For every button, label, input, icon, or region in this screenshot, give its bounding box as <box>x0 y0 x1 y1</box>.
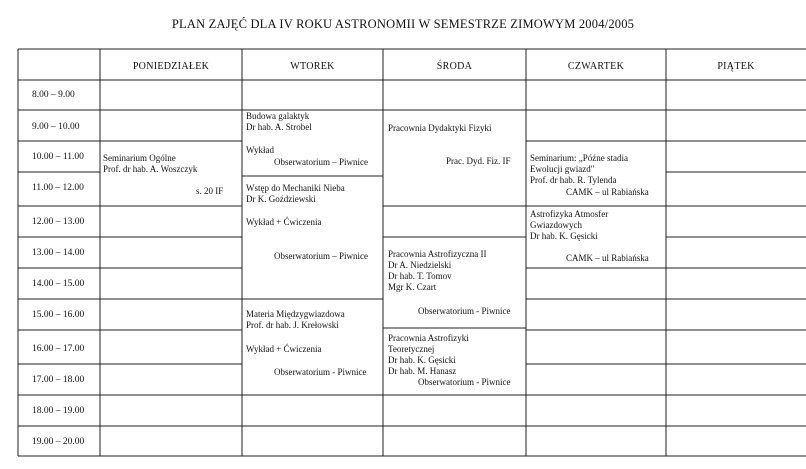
header-friday: PIĄTEK <box>717 61 755 72</box>
monday-seminar <box>103 153 197 175</box>
class-name: Budowa galaktyk <box>246 111 310 121</box>
tuesday-galaxies-room: Obserwatorium – Piwnice <box>274 157 368 167</box>
page-title: PLAN ZAJĘĆ DLA IV ROKU ASTRONOMII W SEMESTRZE ZIMOWYM 2004/2005 <box>171 17 635 31</box>
hour-label: 19.00 – 20.00 <box>32 437 85 447</box>
hour-label: 16.00 – 17.00 <box>32 344 85 354</box>
wednesday-didactics-room: Prac. Dyd. Fiz. IF <box>446 156 511 166</box>
hour-label: 11.00 – 12.00 <box>32 183 84 193</box>
lecturer: Dr hab. M. Hanasz <box>388 366 457 376</box>
thursday-seminar <box>530 153 628 186</box>
tuesday-interstellar <box>246 309 345 331</box>
class-name: Teoretycznej <box>388 344 435 354</box>
class-name: Seminarium: „Późne stadia <box>530 153 628 163</box>
tuesday-mechanics-type: Wykład + Ćwiczenia <box>246 217 322 227</box>
hour-label: 8.00 – 9.00 <box>32 90 75 100</box>
hour-label: 15.00 – 16.00 <box>32 310 85 320</box>
wednesday-astrophysics2-room: Obserwatorium - Piwnice <box>418 306 511 316</box>
thursday-seminar-room: CAMK – ul Rabiańska <box>566 187 649 197</box>
lecturer: Dr hab. A. Strobel <box>246 122 312 132</box>
class-name: Ewolucji gwiazd" <box>530 164 595 174</box>
class-name: Materia Międzygwiazdowa <box>246 309 345 319</box>
header-tuesday: WTOREK <box>290 61 335 72</box>
tuesday-interstellar-room: Obserwatorium - Piwnice <box>274 367 367 377</box>
lecturer: Mgr K. Czart <box>388 282 437 292</box>
tuesday-mechanics-room: Obserwatorium – Piwnice <box>274 251 368 261</box>
hour-label: 13.00 – 14.00 <box>32 248 85 258</box>
tuesday-galaxies <box>246 111 312 133</box>
tuesday-interstellar-type: Wykład + Ćwiczenia <box>246 344 322 354</box>
thursday-atmospheres <box>530 209 608 242</box>
lecturer: Dr K. Goździewski <box>246 194 316 204</box>
wednesday-astrophysics2 <box>388 249 486 293</box>
monday-seminar-room: s. 20 IF <box>196 186 224 196</box>
wednesday-theoretical <box>388 333 469 377</box>
hour-label: 12.00 – 13.00 <box>32 217 85 227</box>
lecturer: Dr A. Niedzielski <box>388 260 452 270</box>
lecturer: Prof. dr hab. A. Woszczyk <box>103 164 198 174</box>
lecturer: Prof. dr hab. R. Tylenda <box>530 175 617 185</box>
header-monday: PONIEDZIAŁEK <box>132 61 210 72</box>
hour-label: 9.00 – 10.00 <box>32 122 80 132</box>
hour-label: 17.00 – 18.00 <box>32 375 85 385</box>
hour-label: 14.00 – 15.00 <box>32 279 85 289</box>
header-wednesday: ŚRODA <box>436 61 473 72</box>
class-name: Pracownia Astrofizyczna II <box>388 249 487 259</box>
hour-label: 18.00 – 19.00 <box>32 406 85 416</box>
tuesday-mechanics <box>246 183 345 205</box>
hour-label: 10.00 – 11.00 <box>32 152 84 162</box>
class-name: Pracownia Astrofizyki <box>388 333 469 343</box>
header-thursday: CZWARTEK <box>567 61 625 72</box>
tuesday-galaxies-type: Wykład <box>246 145 274 155</box>
class-name: Seminarium Ogólne <box>103 153 176 163</box>
class-name: Wstęp do Mechaniki Nieba <box>246 183 345 193</box>
lecturer: Dr hab. T. Tomov <box>388 271 452 281</box>
wednesday-theoretical-room: Obserwatorium - Piwnice <box>418 377 511 387</box>
lecturer: Dr hab. K. Gęsicki <box>388 355 456 365</box>
thursday-atmospheres-room: CAMK – ul Rabiańska <box>566 253 649 263</box>
class-name: Gwiazdowych <box>530 220 582 230</box>
lecturer: Dr hab. K. Gęsicki <box>530 231 598 241</box>
lecturer: Prof. dr hab. J. Krełowski <box>246 320 339 330</box>
class-name: Astrofizyka Atmosfer <box>530 209 609 219</box>
wednesday-didactics: Pracownia Dydaktyki Fizyki <box>388 123 492 133</box>
